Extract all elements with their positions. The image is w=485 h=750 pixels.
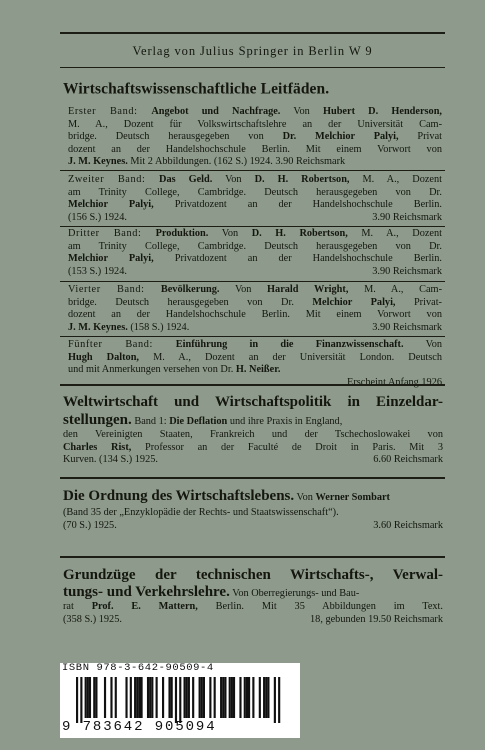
volume-2-entry: Zweiter Band: Das Geld. Von D. H. Robertson, M. A., Dozent am Trinity College, Cambridge. Deutsch herausgegeben von Dr. Melchior Palyi, Privatdozent an der Handelshochschule Berlin. (156 S.) 1924. 3.90 Reichsmark bbox=[68, 174, 443, 223]
barcode-bar bbox=[239, 677, 241, 718]
rule-under-publisher bbox=[60, 67, 445, 68]
barcode-bar bbox=[209, 677, 211, 718]
barcode-bar bbox=[192, 677, 194, 718]
barcode-bar bbox=[95, 677, 97, 718]
barcode-bar bbox=[263, 677, 265, 718]
rule-after-volume-2 bbox=[60, 226, 445, 227]
barcode-bar bbox=[104, 677, 106, 718]
book-ordnung-entry: Die Ordnung des Wirtschaftslebens. Von Werner Sombart (Band 35 der „Enzyklopädie der Rechts- und Staatswissenschaft“). (70 S.) 1925. 3.60 Reichsmark bbox=[63, 488, 443, 531]
barcode-bar bbox=[151, 677, 153, 718]
barcode-bar bbox=[224, 677, 226, 718]
barcode-bar bbox=[141, 677, 143, 718]
barcode-bar bbox=[233, 677, 235, 718]
barcode-bar bbox=[220, 677, 222, 718]
book-weltwirtschaft-entry: stellungen. Band 1: Die Deflation und ihre Praxis in England, den Vereinigten Staaten, Frankreich und der Tschechoslowakei von Charles Rist, Professor an der Faculté de Droit in Paris. Mit 3 Kurven. (134 S.) 1925. 6.60 Reichsmark bbox=[63, 412, 444, 466]
volume-4-entry: Vierter Band: Bevölkerung. Von Harald Wright, M. A., Cam- bridge. Deutsch herausgegeben von Dr. Melchior Palyi, Privat- dozent an der Handelshochschule Berlin. Mit einem Vorwort von J. M. Keynes. (158 S.) 1924. 3.90 Reichsmark bbox=[68, 284, 442, 333]
barcode-bar bbox=[265, 677, 267, 718]
volume-1-entry: Erster Band: Angebot und Nachfrage. Von Hubert D. Henderson, M. A., Dozent für Volkswirtschaftslehre an der Universität Cam- bridge. Deutsch herausgegeben von Dr. Melchior Palyi, Privat dozent an der Handelshochschule Berlin. Mit einem Vorwort von J. M. Keynes. Mit 2 Abbildungen. (162 S.) 1924. 3.90 Reichsmark bbox=[68, 106, 443, 168]
book-grundzuege-entry: tungs- und Verkehrslehre. Von Oberregierungs- und Bau- rat Prof. E. Mattern, Berlin. Mit 35 Abbildungen im Text. (358 S.) 1925. 18, gebunden 19.50 Reichsmark bbox=[63, 584, 443, 625]
barcode-bar bbox=[168, 677, 170, 718]
barcode-bar bbox=[147, 677, 149, 718]
barcode-bar bbox=[259, 677, 261, 718]
isbn-number: ISBN 978-3-642-90509-4 bbox=[62, 662, 214, 674]
barcode-bar bbox=[80, 677, 82, 723]
volume-3-entry: Dritter Band: Produktion. Von D. H. Robertson, M. A., Dozent am Trinity College, Cambridge. Deutsch herausgegeben von Dr. Melchior Palyi, Privatdozent an der Handelshochschule Berlin. (153 S.) 1924. 3.90 Reichsmark bbox=[68, 228, 443, 277]
barcode-bar bbox=[89, 677, 91, 718]
barcode-bar bbox=[87, 677, 89, 718]
volume-5-entry: Fünfter Band: Einführung in die Finanzwissenschaft. Von Hugh Dalton, M. A., Dozent an der Universität London. Deutsch und mit Anmerkungen versehen von Dr. H. Neißer. Erscheint Anfang 1926 bbox=[68, 339, 443, 388]
barcode-bar bbox=[188, 677, 190, 718]
barcode-bar bbox=[76, 677, 78, 723]
barcode-bar bbox=[231, 677, 233, 718]
barcode-bar bbox=[125, 677, 127, 718]
barcode-bar bbox=[203, 677, 205, 718]
rule-after-volume-1 bbox=[60, 170, 445, 171]
barcode-bar bbox=[175, 677, 177, 723]
barcode-bar bbox=[248, 677, 250, 718]
barcode-bar bbox=[278, 677, 280, 723]
barcode-bar bbox=[136, 677, 138, 718]
publisher-line: Verlag von Julius Springer in Berlin W 9 bbox=[132, 44, 373, 58]
barcode-bar bbox=[229, 677, 231, 718]
rule-after-series bbox=[60, 384, 445, 386]
barcode-bar bbox=[214, 677, 216, 718]
barcode-bar bbox=[85, 677, 87, 718]
barcode-bar bbox=[171, 677, 173, 718]
barcode-bar bbox=[134, 677, 136, 718]
barcode-bar bbox=[138, 677, 140, 718]
book-grundzuege-heading: Grundzüge der technischen Wirtschafts-, Verwal- bbox=[63, 567, 443, 583]
barcode-bar bbox=[252, 677, 254, 718]
barcode-bar bbox=[222, 677, 224, 718]
barcode-bar bbox=[246, 677, 248, 718]
rule-after-volume-3 bbox=[60, 281, 445, 282]
barcode-bar bbox=[93, 677, 95, 718]
barcode-bar bbox=[149, 677, 151, 718]
top-rule bbox=[60, 32, 445, 34]
barcode-bar bbox=[267, 677, 269, 718]
barcode-bar bbox=[115, 677, 117, 718]
rule-after-book-2 bbox=[60, 477, 445, 479]
barcode-bar bbox=[179, 677, 181, 723]
barcode-bar bbox=[184, 677, 186, 718]
rule-after-volume-4 bbox=[60, 336, 445, 337]
series-heading: Wirtschaftswissenschaftliche Leitfäden. bbox=[63, 80, 330, 98]
barcode-bar bbox=[199, 677, 201, 718]
barcode-bar bbox=[110, 677, 112, 718]
barcode-bar bbox=[244, 677, 246, 718]
book-weltwirtschaft-heading: Weltwirtschaft und Wirtschaftspolitik in Einzeldar- bbox=[63, 394, 443, 410]
barcode-bar bbox=[201, 677, 203, 718]
barcode-bar bbox=[186, 677, 188, 718]
barcode-bar bbox=[130, 677, 132, 718]
barcode-bar bbox=[162, 677, 164, 718]
barcode-bar bbox=[156, 677, 158, 718]
barcode-bar bbox=[274, 677, 276, 723]
barcode-digits: 9 783642 905094 bbox=[62, 719, 217, 735]
rule-after-book-3 bbox=[60, 556, 445, 558]
